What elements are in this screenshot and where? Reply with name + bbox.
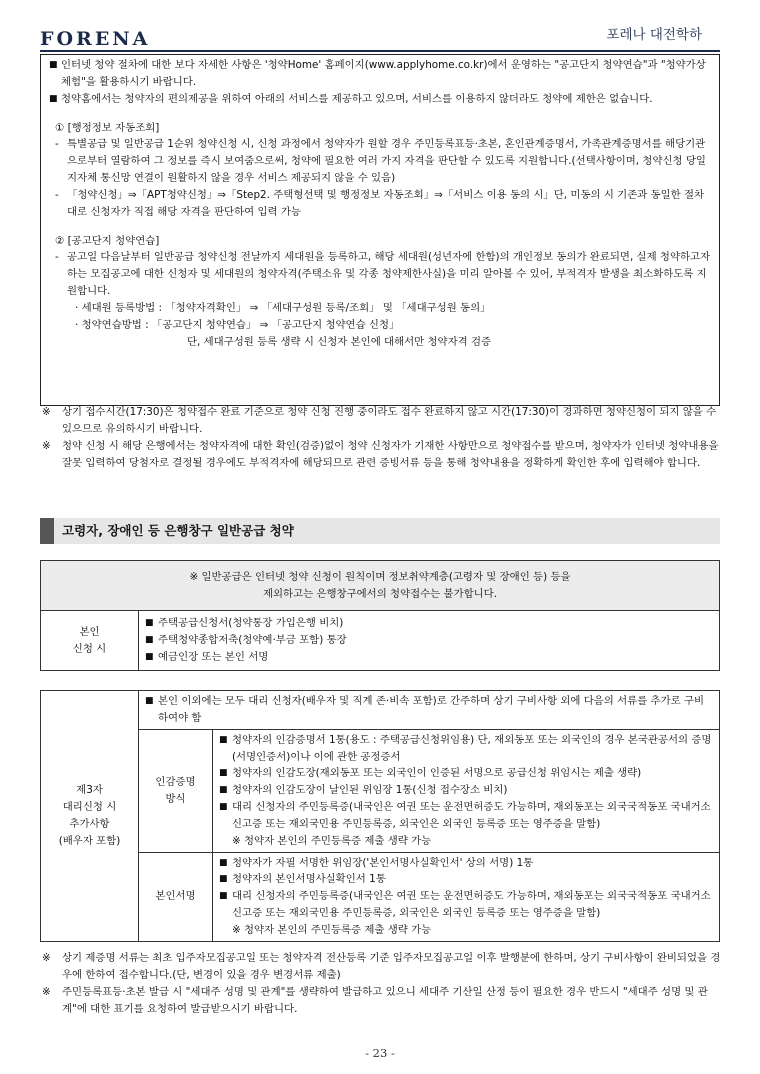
sub-item: · 세대원 등록방법 : 「청약자격확인」 ⇒ 「세대구성원 등록/조회」 및 「세대구성원 동의」 <box>75 301 491 314</box>
dash-item: - 「청약신청」⇒「APT청약신청」⇒「Step2. 주택형선택 및 행정정보 자동조회」⇒「서비스 이용 동의 시」단, 미동의 시 기존과 동일한 절차대로 신청자가 직접 해당 자격을 판단하여 입력 가능 <box>55 188 705 218</box>
note-item: ※ 상기 접수시간(17:30)은 청약접수 완료 기준으로 청약 신청 진행 중이라도 접수 완료하지 않고 시간(17:30)이 경과하면 청약신청이 되지 않을 수 있으므로 유의하시기 바랍니다. <box>42 404 722 438</box>
square-bullet-icon: ■ <box>219 857 228 868</box>
reference-mark-icon: ※ <box>42 952 51 964</box>
internet-application-info-box <box>40 54 720 406</box>
page-number: - 23 - <box>365 1046 395 1060</box>
square-bullet-icon: ■ <box>49 60 58 70</box>
self-application-table <box>40 560 720 671</box>
item2-title: ② [공고단지 청약연습] <box>55 234 160 247</box>
square-bullet-icon: ■ <box>145 618 154 629</box>
dash-item: - 공고일 다음날부터 일반공급 청약신청 전날까지 세대원을 등록하고, 해당 세대원(성년자에 한함)의 개인정보 동의가 완료되면, 실제 청약하고자 하는 모집공고에 대한 신청자 및 세대원의 청약자격(주택소유 및 각종 청약제한사실)을 미리 알아볼 수 있어, 부적격자 발생을 최소화하도록 지원합니다. <box>55 251 711 298</box>
square-bullet-icon: ■ <box>219 734 228 745</box>
table1-label: 본인 신청 시 <box>41 611 139 671</box>
section-heading <box>40 518 720 544</box>
item1-title: ① [행정정보 자동조회] <box>55 121 160 134</box>
note-item: ※ 주민등록표등·초본 발급 시 "세대주 성명 및 관계"를 생략하여 발급하고 있으니 세대주 기산일 산정 등이 필요한 경우 반드시 "세대주 성명 및 관계"에 대한 표기를 요청하여 발급받으시기 바랍니다. <box>42 984 722 1018</box>
reference-mark-icon: ※ <box>42 439 51 452</box>
page-header <box>40 22 720 52</box>
list-item: ■ 주택공급신청서(청약통장 가입은행 비치) <box>145 615 713 632</box>
bullet-item: ■ 청약홈에서는 청약자의 편의제공을 위하여 아래의 서비스를 제공하고 있으며, 서비스를 이용하지 않더라도 청약에 제한은 없습니다. <box>49 91 711 108</box>
seal-method-label: 인감증명 방식 <box>139 729 213 852</box>
square-bullet-icon: ■ <box>219 874 228 885</box>
list-item: ■ 대리 신청자의 주민등록증(내국인은 여권 또는 운전면허증도 가능하며, 재외동포는 외국국적동포 국내거소신고증 또는 재외국민용 주민등록증, 외국인은 외국인 등록증 또는 영주증을 말함) <box>219 888 713 922</box>
square-bullet-icon: ■ <box>219 802 228 813</box>
note-item: ※ 청약 신청 시 해당 은행에서는 청약자격에 대한 확인(검증)없이 청약 신청자가 기재한 사항만으로 청약접수를 받으며, 청약자가 인터넷 청약내용을 잘못 입력하여 당첨자로 결정될 경우에도 부적격자에 해당되므로 관련 증빙서류 등을 통해 청약내용을 정확하게 확인한 후에 입력해야 합니다. <box>42 438 722 472</box>
sub-item-note: 단, 세대구성원 등록 생략 시 신청자 본인에 대해서만 청약자격 검증 <box>187 335 492 348</box>
proxy-application-table <box>40 690 720 942</box>
table2-top-note: ■ 본인 이외에는 모두 대리 신청자(배우자 및 직계 존·비속 포함)로 간주하며 상기 구비사항 외에 다음의 서류를 추가로 구비하여야 함 <box>139 691 720 730</box>
signature-method-items <box>213 852 720 941</box>
list-item: ■ 대리 신청자의 주민등록증(내국인은 여권 또는 운전면허증도 가능하며, 재외동포는 외국국적동포 국내거소신고증 또는 재외국민용 주민등록증, 외국인은 외국인 등록증 또는 영주증을 말함) <box>219 799 713 833</box>
square-bullet-icon: ■ <box>145 635 154 646</box>
square-bullet-icon: ■ <box>49 93 58 104</box>
reference-mark-icon: ※ <box>42 985 51 998</box>
square-bullet-icon: ■ <box>219 768 228 779</box>
signature-method-label: 본인서명 <box>139 852 213 941</box>
notes-block-1 <box>42 404 722 471</box>
list-item: ■ 청약자의 인감도장(재외동포 또는 외국인이 인증된 서명으로 공급신청 위임시는 제출 생략) <box>219 765 713 782</box>
note-item: ※ 상기 제증명 서류는 최초 입주자모집공고일 또는 청약자격 전산등록 기준 입주자모집공고일 이후 발행분에 한하며, 상기 구비사항이 완비되었을 경우에 한하여 접수합니다.(단, 변경이 있을 경우 변경서류 제출) <box>42 950 722 984</box>
seal-method-items <box>213 729 720 852</box>
brand-title: 포레나 대전학하 <box>606 27 702 43</box>
list-item: ■ 주택청약종합저축(청약예·부금 포함) 통장 <box>145 632 713 649</box>
square-bullet-icon: ■ <box>219 891 228 902</box>
square-bullet-icon: ■ <box>145 651 154 662</box>
seal-note: ※ 청약자 본인의 주민등록증 제출 생략 가능 <box>232 834 432 847</box>
section-bar-icon <box>40 518 54 544</box>
list-item: ■ 청약자의 인감도장이 날인된 위임장 1통(신청 접수장소 비치) <box>219 782 713 799</box>
table1-items <box>139 611 720 671</box>
forena-logo: FORENA <box>40 28 151 50</box>
list-item: ■ 예금인장 또는 본인 서명 <box>145 649 713 666</box>
list-item: ■ 청약자의 인감증명서 1통(용도 : 주택공급신청위임용) 단, 재외동포 또는 외국인의 경우 본국관공서의 증명(서명인증서)이나 이에 관한 공정증서 <box>219 732 713 766</box>
table1-notice: ※ 일반공급은 인터넷 청약 신청이 원칙이며 정보취약계층(고령자 및 장애인 등) 등을 제외하고는 은행창구에서의 청약접수는 불가합니다. <box>41 561 720 611</box>
bullet-item: ■ 인터넷 청약 절차에 대한 보다 자세한 사항은 '청약Home' 홈페이지(www.applyhome.co.kr)에서 운영하는 "공고단지 청약연습"과 "청약가상체험"을 활용하시기 바랍니다. <box>49 57 711 91</box>
section-title: 고령자, 장애인 등 은행창구 일반공급 청약 <box>62 522 294 538</box>
sub-item: · 청약연습방법 : 「공고단지 청약연습」 ⇒ 「공고단지 청약연습 신청」 <box>75 318 400 331</box>
list-item: ■ 청약자가 자필 서명한 위임장('본인서명사실확인서' 상의 서명) 1통 <box>219 855 713 872</box>
notes-block-2 <box>42 950 722 1017</box>
list-item: ■ 청약자의 본인서명사실확인서 1통 <box>219 871 713 888</box>
square-bullet-icon: ■ <box>219 785 228 796</box>
table2-label: 제3자 대리신청 시 추가사항 (배우자 포함) <box>41 691 139 942</box>
reference-mark-icon: ※ <box>42 406 51 418</box>
square-bullet-icon: ■ <box>145 696 154 706</box>
signature-note: ※ 청약자 본인의 주민등록증 제출 생략 가능 <box>232 923 432 936</box>
dash-item: - 특별공급 및 일반공급 1순위 청약신청 시, 신청 과정에서 청약자가 원할 경우 주민등록표등·초본, 혼인관계증명서, 가족관계증명서를 해당기관으로부터 열람하여 그 정보를 즉시 보여줌으로써, 청약에 필요한 여러 가지 자격을 판단할 수 있도록 지원합니다.(선택사항이며, 청약신청 당일 지자체 통신망 연결이 원활하지 않을 경우 서비스 제공되지 않을 수 있음) <box>55 138 706 185</box>
